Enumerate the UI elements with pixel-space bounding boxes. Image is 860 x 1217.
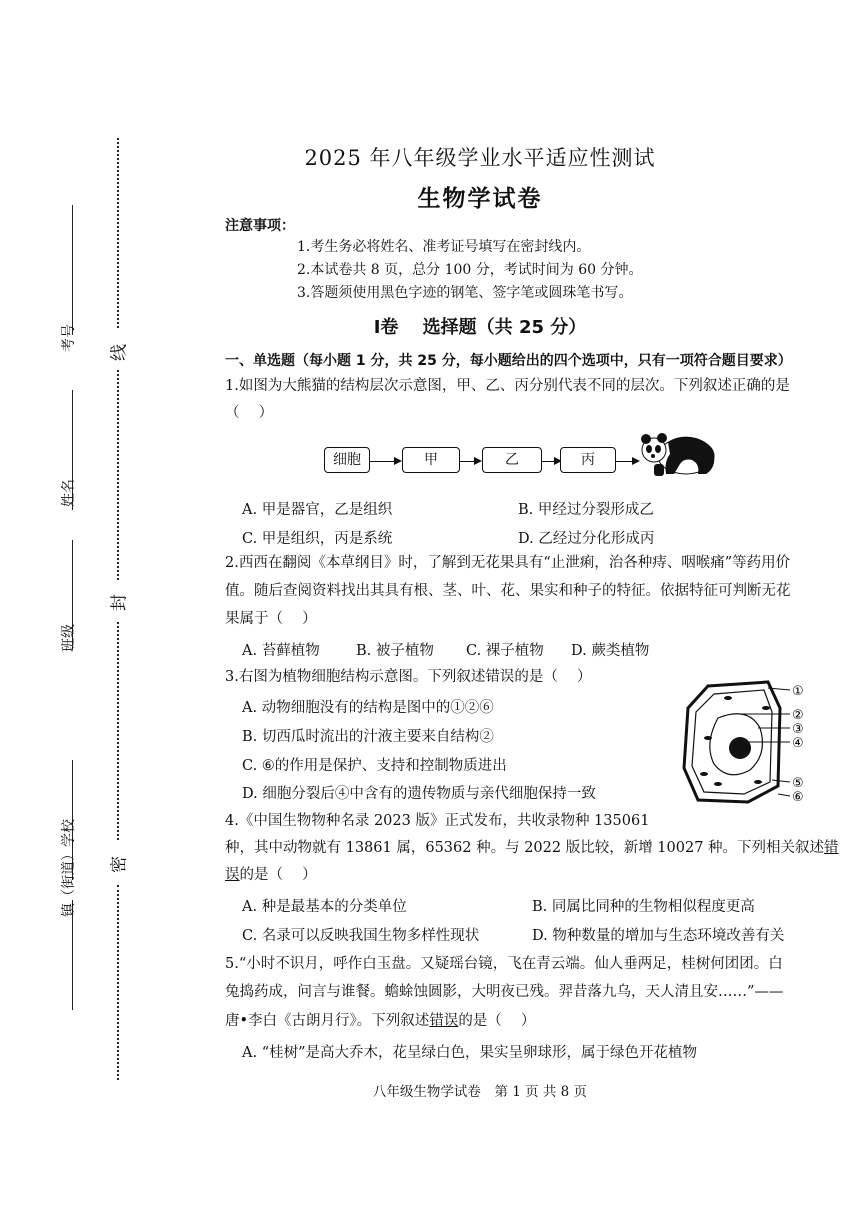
q4-line2-text: 种，其中动物就有 13861 属，65362 种。与 2022 版比较，新增 10027 种。下列相关叙述 (225, 840, 825, 856)
q1-option-c: C. 甲是组织，丙是系统 (242, 531, 393, 547)
section-title: Ⅰ卷 选择题（共 25 分） (373, 317, 587, 338)
q1-stem-line1: 1.如图为大熊猫的结构层次示意图，甲、乙、丙分别代表不同的层次。下列叙述正确的是 (225, 378, 790, 394)
plant-cell-diagram (678, 678, 818, 812)
seal-line-dots-3 (117, 622, 119, 840)
q5-error-word: 错误 (429, 1013, 459, 1029)
q2-option-a: A. 苔藓植物 (242, 643, 320, 659)
q5-line1: 5.“小时不识月，呼作白玉盘。又疑瑶台镜，飞在青云端。仙人垂两足，桂树何团团。白 (225, 956, 783, 972)
exam-title: 2025 年八年级学业水平适应性测试 (304, 146, 656, 170)
cell-label-1: ① (792, 684, 804, 699)
q2-option-b: B. 被子植物 (356, 643, 434, 659)
note-2: 2.本试卷共 8 页，总分 100 分，考试时间为 60 分钟。 (297, 262, 643, 278)
notes-heading: 注意事项： (225, 218, 295, 234)
q2-line3: 果属于（ ） (225, 611, 317, 627)
diagram-box-cell: 细胞 (324, 447, 370, 473)
q4-option-c: C. 名录可以反映我国生物多样性现状 (242, 928, 480, 944)
diagram-box-jia: 甲 (402, 447, 460, 473)
q4-line3 (225, 864, 317, 886)
diagram-arrow-4 (616, 461, 638, 462)
q1-stem-line2: （ ） (225, 405, 274, 421)
q5-line3 (225, 1010, 535, 1032)
q5-option-a: A. “桂树”是高大乔木，花呈绿白色，果实呈卵球形，属于绿色开花植物 (242, 1045, 698, 1061)
seal-line-dots-4 (117, 885, 119, 1080)
q5-line3-text: 唐•李白《古朗月行》。下列叙述 (225, 1013, 430, 1029)
q3-option-b: B. 切西瓜时流出的汁液主要来自结构② (242, 729, 494, 745)
diagram-arrow-1 (370, 461, 400, 462)
seal-line-dots-2 (117, 370, 119, 580)
exam-subtitle: 生物学试卷 (417, 186, 543, 212)
q3-option-c: C. ⑥的作用是保护、支持和控制物质进出 (242, 758, 507, 774)
q4-line1: 4.《中国生物物种名录 2023 版》正式发布，共收录物种 135061 (225, 813, 650, 829)
cell-label-5: ⑤ (792, 776, 804, 791)
diagram-box-bing: 丙 (560, 447, 616, 473)
q5-line2: 兔捣药成，问言与谁餐。蟾蜍蚀圆影，大明夜已残。羿昔落九乌，天人清且安……”—— (225, 984, 784, 1000)
cell-label-3: ③ (792, 722, 804, 737)
q3-option-a: A. 动物细胞没有的结构是图中的①②⑥ (242, 700, 494, 716)
name-label: 姓名 (61, 479, 77, 507)
diagram-arrow-3 (542, 461, 560, 462)
q1-option-a: A. 甲是器官，乙是组织 (242, 502, 393, 518)
diagram-arrow-2 (460, 461, 480, 462)
note-3: 3.答题须使用黑色字迹的钢笔、签字笔或圆珠笔书写。 (297, 285, 633, 301)
q4-error-word-1: 错 (824, 840, 839, 856)
seal-mi-char: 密 (109, 856, 130, 873)
q4-option-b: B. 同属比同种的生物相似程度更高 (532, 899, 755, 915)
q4-error-word-2: 误 (225, 867, 240, 883)
cell-label-6: ⑥ (792, 790, 804, 805)
q2-line1: 2.西西在翻阅《本草纲目》时，了解到无花果具有“止泄痢，治各种痔、咽喉痛”等药用价 (225, 555, 791, 571)
cell-label-4: ④ (792, 736, 804, 751)
q1-option-b: B. 甲经过分裂形成乙 (518, 502, 654, 518)
panda-image (640, 428, 720, 478)
q4-option-d: D. 物种数量的增加与生态环境改善有关 (532, 928, 785, 944)
seal-line-char: 线 (109, 344, 130, 361)
q4-option-a: A. 种是最基本的分类单位 (242, 899, 407, 915)
page-footer: 八年级生物学试卷 第 1 页 共 8 页 (372, 1084, 588, 1100)
cell-label-2: ② (792, 708, 804, 723)
part-heading: 一、单选题（每小题 1 分，共 25 分，每小题给出的四个选项中，只有一项符合题目要求） (225, 353, 792, 369)
q5-line3-end: 的是（ ） (458, 1013, 536, 1029)
diagram-box-yi: 乙 (482, 447, 542, 473)
class-label: 班级 (61, 624, 77, 652)
q3-stem: 3.右图为植物细胞结构示意图。下列叙述错误的是（ ） (225, 669, 592, 685)
school-label: 镇（街道）学校 (61, 819, 77, 917)
q2-option-d: D. 蕨类植物 (571, 643, 650, 659)
q2-option-c: C. 裸子植物 (466, 643, 544, 659)
seal-feng-char: 封 (109, 594, 130, 611)
q4-line2 (225, 837, 839, 859)
note-1: 1.考生务必将姓名、准考证号填写在密封线内。 (297, 239, 591, 255)
exam-number-label: 考号 (61, 324, 77, 352)
q2-line2: 值。随后查阅资料找出其具有根、茎、叶、花、果实和种子的特征。依据特征可判断无花 (225, 583, 791, 599)
q3-option-d: D. 细胞分裂后④中含有的遗传物质与亲代细胞保持一致 (242, 786, 596, 802)
q1-option-d: D. 乙经过分化形成丙 (518, 531, 655, 547)
q4-line3-text: 的是（ ） (239, 867, 317, 883)
